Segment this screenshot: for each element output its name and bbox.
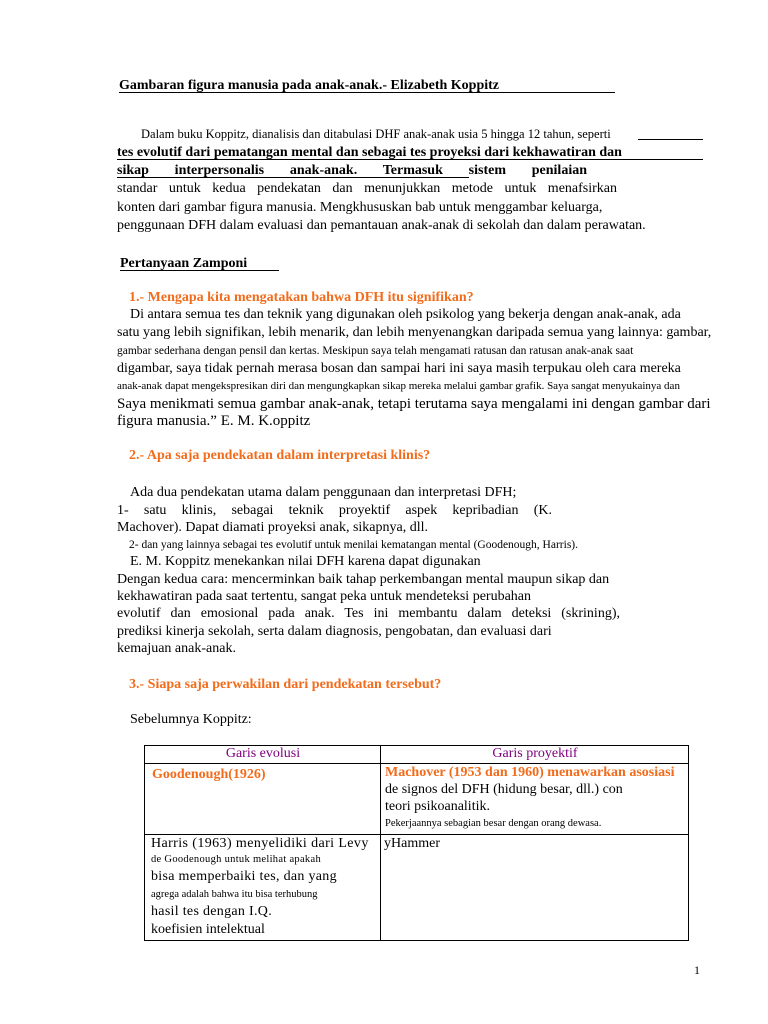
q1-line-4: digambar, saya tidak pernah merasa bosan dan sampai hari ini saya masih terpukau oleh cara mereka xyxy=(117,361,681,376)
machover-line-1: Machover (1953 dan 1960) menawarkan asosiasi xyxy=(385,765,675,780)
harris-line-6: koefisien intelektual xyxy=(151,922,265,937)
q2-line-10: kemajuan anak-anak. xyxy=(117,641,236,656)
q1-line-3: gambar sederhana dengan pensil dan kertas. Meskipun saya telah mengamati ratusan dan ratusan anak-anak saat xyxy=(117,345,634,357)
intro-line-3: sikap interpersonalis anak-anak. Termasuk sistem penilaian xyxy=(117,163,587,178)
q2-line-1: Ada dua pendekatan utama dalam penggunaan dan interpretasi DFH; xyxy=(130,485,517,500)
q2-line-8: evolutif dan emosional pada anak. Tes ini membantu dalam deteksi (skrining), xyxy=(117,606,620,621)
harris-line-2: de Goodenough untuk melihat apakah xyxy=(151,854,321,865)
q1-line-2: satu yang lebih signifikan, lebih menarik, dan lebih menyenangkan daripada semua yang lainnya: gambar, xyxy=(117,325,712,340)
approaches-table xyxy=(144,745,689,941)
question-2-heading: 2.- Apa saja pendekatan dalam interpretasi klinis? xyxy=(129,448,431,463)
intro-line-1: Dalam buku Koppitz, dianalisis dan ditabulasi DHF anak-anak usia 5 hingga 12 tahun, seperti xyxy=(141,127,611,141)
cell-goodenough xyxy=(145,764,381,835)
intro-line-3-underline xyxy=(117,177,469,178)
table-header-row xyxy=(145,746,689,764)
intro-line-5: konten dari gambar figura manusia. Mengkhususkan bab untuk menggambar keluarga, xyxy=(117,200,603,215)
q2-line-6: Dengan kedua cara: mencerminkan baik tahap perkembangan mental maupun sikap dan xyxy=(117,572,610,587)
q1-line-6: Saya menikmati semua gambar anak-anak, tetapi terutama saya mengalami ini dengan gambar dari xyxy=(117,396,711,412)
section-heading-underline xyxy=(120,270,279,271)
cell-harris xyxy=(145,835,381,941)
question-3-heading: 3.- Siapa saja perwakilan dari pendekatan tersebut? xyxy=(129,677,442,692)
machover-line-2: de signos del DFH (hidung besar, dll.) con xyxy=(385,782,623,797)
harris-line-3: bisa memperbaiki tes, dan yang xyxy=(151,869,337,884)
hammer-label: yHammer xyxy=(384,836,440,851)
intro-line-2: tes evolutif dari pematangan mental dan sebagai tes proyeksi dari kekhawatiran dan xyxy=(117,145,622,160)
header-cell-evolusi xyxy=(145,746,381,764)
section-heading: Pertanyaan Zamponi xyxy=(120,256,248,271)
q1-line-5: anak-anak dapat mengekspresikan diri dan mengungkapkan sikap mereka melalui gambar grafik. Saya sangat menyukainya dan xyxy=(117,380,680,392)
table-row xyxy=(145,835,689,941)
q3-intro: Sebelumnya Koppitz: xyxy=(130,712,252,727)
q2-line-4: 2- dan yang lainnya sebagai tes evolutif untuk menilai kematangan mental (Goodenough, Harris). xyxy=(129,539,579,551)
machover-line-3: teori psikoanalitik. xyxy=(385,799,490,814)
goodenough-label: Goodenough(1926) xyxy=(152,767,266,782)
title-underline xyxy=(119,92,615,93)
q2-line-2: 1- satu klinis, sebagai teknik proyektif aspek kepribadian (K. xyxy=(117,503,552,518)
page-number: 1 xyxy=(694,963,700,977)
intro-line-4: standar untuk kedua pendekatan dan menunjukkan metode untuk menafsirkan xyxy=(117,181,617,196)
cell-hammer xyxy=(381,835,689,941)
document-title: Gambaran figura manusia pada anak-anak.- Elizabeth Koppitz xyxy=(119,78,500,93)
machover-line-4: Pekerjaannya sebagian besar dengan orang dewasa. xyxy=(385,818,602,829)
header-cell-proyektif xyxy=(381,746,689,764)
q2-line-3: Machover). Dapat diamati proyeksi anak, sikapnya, dll. xyxy=(117,520,429,535)
cell-machover xyxy=(381,764,689,835)
q2-line-9: prediksi kinerja sekolah, serta dalam diagnosis, pengobatan, dan evaluasi dari xyxy=(117,624,552,639)
q1-line-1: Di antara semua tes dan teknik yang digunakan oleh psikolog yang bekerja dengan anak-anak, ada xyxy=(130,307,681,322)
question-1-heading: 1.- Mengapa kita mengatakan bahwa DFH itu signifikan? xyxy=(129,290,474,305)
intro-line-1-blank xyxy=(638,139,703,140)
harris-line-1: Harris (1963) menyelidiki dari Levy xyxy=(151,836,369,851)
intro-line-2-underline xyxy=(117,159,703,160)
harris-line-4: agrega adalah bahwa itu bisa terhubung xyxy=(151,889,318,900)
q2-line-5: E. M. Koppitz menekankan nilai DFH karena dapat digunakan xyxy=(130,554,481,569)
intro-line-6: penggunaan DFH dalam evaluasi dan pemantauan anak-anak di sekolah dan dalam perawatan. xyxy=(117,218,646,233)
table-row xyxy=(145,764,689,835)
header-garis-proyektif: Garis proyektif xyxy=(492,746,578,761)
harris-line-5: hasil tes dengan I.Q. xyxy=(151,904,272,919)
q2-line-7: kekhawatiran pada saat tertentu, sangat peka untuk mendeteksi perubahan xyxy=(117,589,532,604)
q1-line-7: figura manusia.” E. M. K.oppitz xyxy=(117,413,311,429)
header-garis-evolusi: Garis evolusi xyxy=(225,746,301,761)
